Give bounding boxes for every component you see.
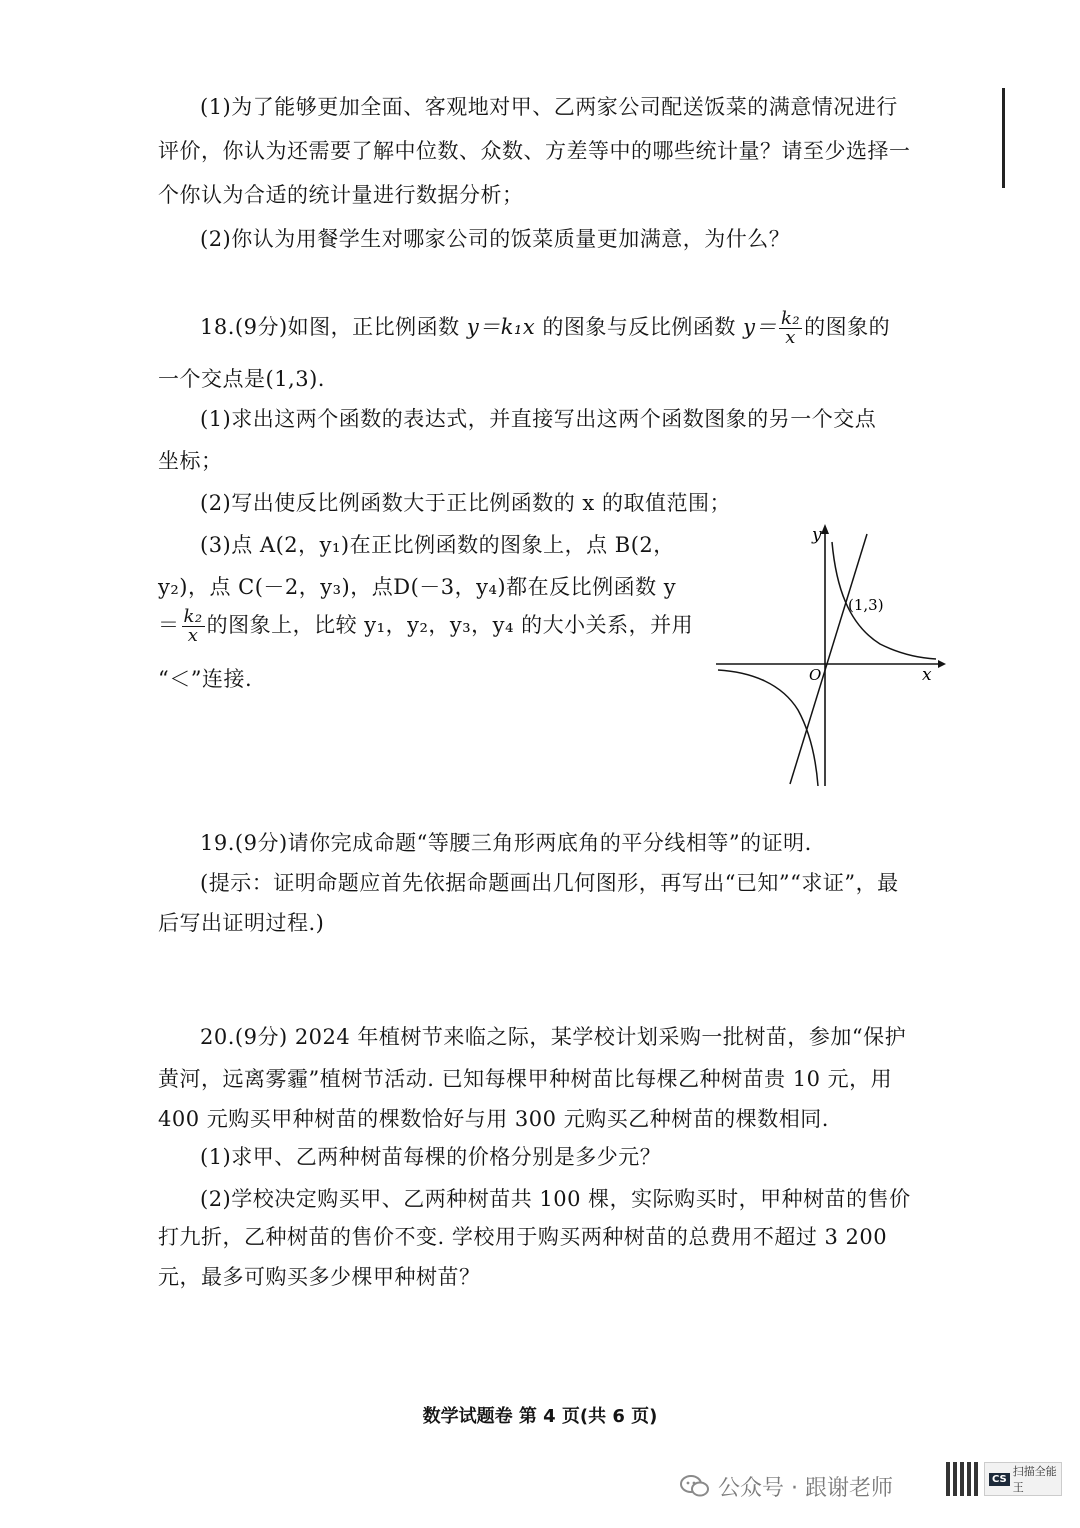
q18-stem-suffix: 的图象的 — [804, 315, 891, 339]
watermark — [680, 1466, 893, 1506]
q20-stem-line1: 20.(9分) 2024 年植树节来临之际，某学校计划采购一批树苗，参加“保护 — [200, 1025, 907, 1049]
scanner-app-name: 扫描全能王 — [1012, 1465, 1057, 1494]
q18-inverse-lhs: y＝ — [743, 315, 777, 339]
wechat-icon — [680, 1474, 710, 1498]
q20-part2-line3: 元，最多可购买多少棵甲种树苗？ — [158, 1265, 481, 1289]
y-axis-arrow — [821, 524, 829, 534]
scanner-logo-icon: CS — [989, 1473, 1010, 1486]
frac-denominator: x — [187, 625, 199, 646]
q18-part1-line2: 坐标； — [158, 449, 223, 473]
function-graph — [712, 520, 948, 790]
watermark-text: 公众号 · 跟谢老师 — [718, 1475, 893, 1501]
q18-part3-line3-text: 的图象上，比较 y₁，y₂，y₃，y₄ 的大小关系，并用 — [206, 613, 694, 637]
q19-hint-line2: 后写出证明过程.) — [158, 911, 325, 935]
q20-stem-line2: 黄河，远离雾霾”植树节活动. 已知每棵甲种树苗比每棵乙种树苗贵 10 元，用 — [158, 1067, 893, 1091]
q18-part3-eq: ＝ — [158, 613, 180, 637]
q17-part1-line1: (1)为了能够更加全面、客观地对甲、乙两家公司配送饭菜的满意情况进行 — [200, 95, 898, 119]
q18-part2: (2)写出使反比例函数大于正比例函数的 x 的取值范围； — [200, 491, 731, 515]
scanner-app-badge — [984, 1462, 1062, 1496]
q20-part2-line1: (2)学校决定购买甲、乙两种树苗共 100 棵，实际购买时，甲种树苗的售价 — [200, 1187, 911, 1211]
q20-part2-line2: 打九折，乙种树苗的售价不变. 学校用于购买两种树苗的总费用不超过 3 200 — [158, 1225, 888, 1249]
q20-stem-line3: 400 元购买甲种树苗的棵数恰好与用 300 元购买乙种树苗的棵数相同. — [158, 1107, 829, 1131]
qr-code-icon — [946, 1462, 980, 1496]
q18-stem-prefix: 18.(9分)如图，正比例函数 — [200, 315, 460, 339]
q19-hint-line1: (提示：证明命题应首先依据命题画出几何图形，再写出“已知”“求证”，最 — [200, 871, 899, 895]
frac-numerator: k₂ — [183, 606, 203, 627]
frac-denominator: x — [785, 327, 796, 348]
q18-stem — [200, 310, 890, 347]
direct-proportion-line — [790, 534, 867, 784]
q17-part2: (2)你认为用餐学生对哪家公司的饭菜质量更加满意，为什么？ — [200, 227, 791, 251]
q18-part3-line4: “＜”连接. — [158, 667, 253, 691]
hyperbola-branch-q3 — [718, 670, 818, 786]
q18-part3-fraction — [182, 608, 205, 645]
frac-numerator: k₂ — [780, 308, 801, 329]
q18-stem-mid: 的图象与反比例函数 — [542, 315, 736, 339]
q20-part1: (1)求甲、乙两种树苗每棵的价格分别是多少元？ — [200, 1145, 662, 1169]
q18-direct-function: y＝k₁x — [466, 315, 536, 339]
x-axis-arrow — [938, 660, 946, 668]
q17-part1-line2: 评价，你认为还需要了解中位数、众数、方差等中的哪些统计量？请至少选择一 — [158, 139, 911, 163]
origin-label: O — [809, 666, 822, 684]
intersection-label: (1,3) — [848, 596, 884, 614]
q19-stem: 19.(9分)请你完成命题“等腰三角形两底角的平分线相等”的证明. — [200, 831, 812, 855]
y-axis-label: y — [812, 525, 822, 545]
x-axis-label: x — [922, 665, 932, 685]
scan-edge — [1002, 88, 1005, 188]
q18-part3-line1: (3)点 A(2，y₁)在正比例函数的图象上，点 B(2， — [200, 533, 675, 557]
q18-part3-line2: y₂)，点 C(－2，y₃)，点D(－3，y₄)都在反比例函数 y — [158, 575, 677, 599]
q17-part1-line3: 个你认为合适的统计量进行数据分析； — [158, 183, 524, 207]
q18-stem-line2: 一个交点是(1,3). — [158, 367, 325, 391]
q18-part3-line3 — [158, 608, 693, 645]
q18-part1-line1: (1)求出这两个函数的表达式，并直接写出这两个函数图象的另一个交点 — [200, 407, 877, 431]
page-footer: 数学试题卷 第 4 页(共 6 页) — [422, 1406, 658, 1427]
q18-inverse-fraction — [779, 310, 802, 347]
